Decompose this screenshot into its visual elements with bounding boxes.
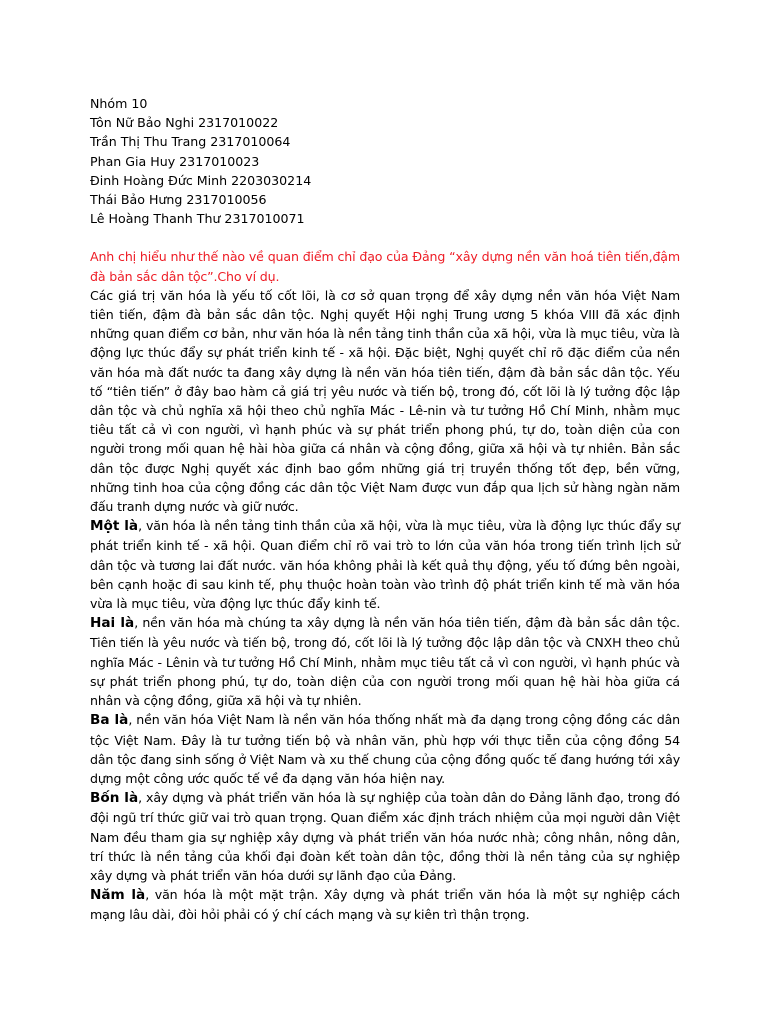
point-text: , xây dựng và phát triển văn hóa là sự nghiệp của toàn dân do Đảng lãnh đạo, trong đó đội ngũ trí thức giữ vai trò quan trọng. Quan điểm xác định trách nhiệm của mọi người dân Việt Nam đều tham gia sự nghiệp xây dựng và phát triển văn hóa nước nhà; công nhân, nông dân, trí thức là nền tảng của khối đại đoàn kết toàn dân tộc, đồng thời là nền tảng của sự nghiệp xây dựng và phát triển văn hóa dưới sự lãnh đạo của Đảng. [90, 790, 680, 883]
group-name: Nhóm 10 [90, 96, 148, 111]
point-text: , văn hóa là nền tảng tinh thần của xã hội, vừa là mục tiêu, vừa là động lực thúc đẩy sự phát triển kinh tế - xã hội. Quan điểm chỉ rõ vai trò to lớn của văn hóa trong tiến trình lịch sử dân tộc và tương lai đất nước. văn hóa không phải là kết quả thụ động, yếu tố đứng bên ngoài, bên cạnh hoặc đi sau kinh tế, phụ thuộc hoàn toàn vào trình độ phát triển kinh tế mà văn hóa vừa là mục tiêu, vừa động lực thúc đẩy kinh tế. [90, 518, 680, 612]
intro-paragraph: Các giá trị văn hóa là yếu tố cốt lõi, là cơ sở quan trọng để xây dựng nền văn hóa Việt Nam tiên tiến, đậm đà bản sắc dân tộc. Nghị quyết Hội nghị Trung ương 5 khóa VIII đã xác định những quan điểm cơ bản, như văn hóa là nền tảng tinh thần của xã hội, vừa là mục tiêu, vừa là động lực thúc đẩy sự phát triển kinh tế - xã hội. Đặc biệt, Nghị quyết chỉ rõ đặc điểm của nền văn hóa mà đất nước ta đang xây dựng là nền văn hóa tiên tiến, đậm đà bản sắc dân tộc. Yếu tố “tiên tiến” ở đây bao hàm cả giá trị yêu nước và tiến bộ, trong đó, cốt lõi là lý tưởng độc lập dân tộc và chủ nghĩa xã hội theo chủ nghĩa Mác - Lê-nin và tư tưởng Hồ Chí Minh, nhằm mục tiêu tất cả vì con người, vì hạnh phúc và sự phát triển phong phú, tự do, toàn diện của con người trong mối quan hệ hài hòa giữa cá nhân và cộng đồng, giữa xã hội và tự nhiên. Bản sắc dân tộc được Nghị quyết xác định bao gồm những giá trị truyền thống tốt đẹp, bền vững, những tinh hoa của cộng đồng các dân tộc Việt Nam được vun đắp qua lịch sử hàng ngàn năm đấu tranh dựng nước và giữ nước. [90, 287, 680, 515]
point-one-paragraph [90, 516, 680, 613]
point-text: , nền văn hóa Việt Nam là nền văn hóa thống nhất mà đa dạng trong cộng đồng các dân tộc Việt Nam. Đây là tư tưởng tiến bộ và nhân văn, phù hợp với thực tiễn của cộng đồng 54 dân tộc đang sinh sống ở Việt Nam và xu thế chung của cộng đồng quốc tế đang hướng tới xây dựng một công ước quốc tế về đa dạng văn hóa hiện nay. [90, 712, 680, 786]
point-lead: Ba là [90, 712, 129, 729]
document-page [90, 94, 680, 925]
point-text: , nền văn hóa mà chúng ta xây dựng là nền văn hóa tiên tiến, đậm đà bản sắc dân tộc. Tiên tiến là yêu nước và tiến bộ, trong đó, cốt lõi là lý tưởng độc lập dân tộc và CNXH theo chủ nghĩa Mác - Lênin và tư tưởng Hồ Chí Minh, nhằm mục tiêu tất cả vì con người, vì hạnh phúc và sự phát triển phong phú, tự do, toàn diện của con người trong mối quan hệ hài hòa giữa cá nhân và cộng đồng, giữa xã hội và tự nhiên. [90, 615, 680, 709]
member-line: Tôn Nữ Bảo Nghi 2317010022 [90, 115, 279, 131]
blank-line [90, 228, 680, 247]
point-lead: Một là [90, 518, 139, 535]
point-lead: Bốn là [90, 790, 139, 807]
group-info [90, 94, 680, 228]
question-text: Anh chị hiểu như thế nào về quan điểm chỉ đạo của Đảng “xây dựng nền văn hoá tiên tiến,đậm đà bản sắc dân tộc”.Cho ví dụ. [90, 249, 680, 284]
member-line: Đinh Hoàng Đức Minh 2203030214 [90, 172, 312, 188]
point-lead: Năm là [90, 887, 146, 904]
point-lead: Hai là [90, 615, 135, 632]
point-four-paragraph [90, 788, 680, 885]
member-line: Thái Bảo Hưng 2317010056 [90, 192, 267, 208]
point-two-paragraph [90, 613, 680, 710]
point-text: , văn hóa là một mặt trận. Xây dựng và phát triển văn hóa là một sự nghiệp cách mạng lâu dài, đòi hỏi phải có ý chí cách mạng và sự kiên trì thận trọng. [90, 887, 680, 923]
point-three-paragraph [90, 710, 680, 788]
point-five-paragraph [90, 885, 680, 924]
member-line: Phan Gia Huy 2317010023 [90, 153, 260, 169]
member-line: Lê Hoàng Thanh Thư 2317010071 [90, 211, 305, 227]
member-line: Trần Thị Thu Trang 2317010064 [90, 134, 291, 150]
